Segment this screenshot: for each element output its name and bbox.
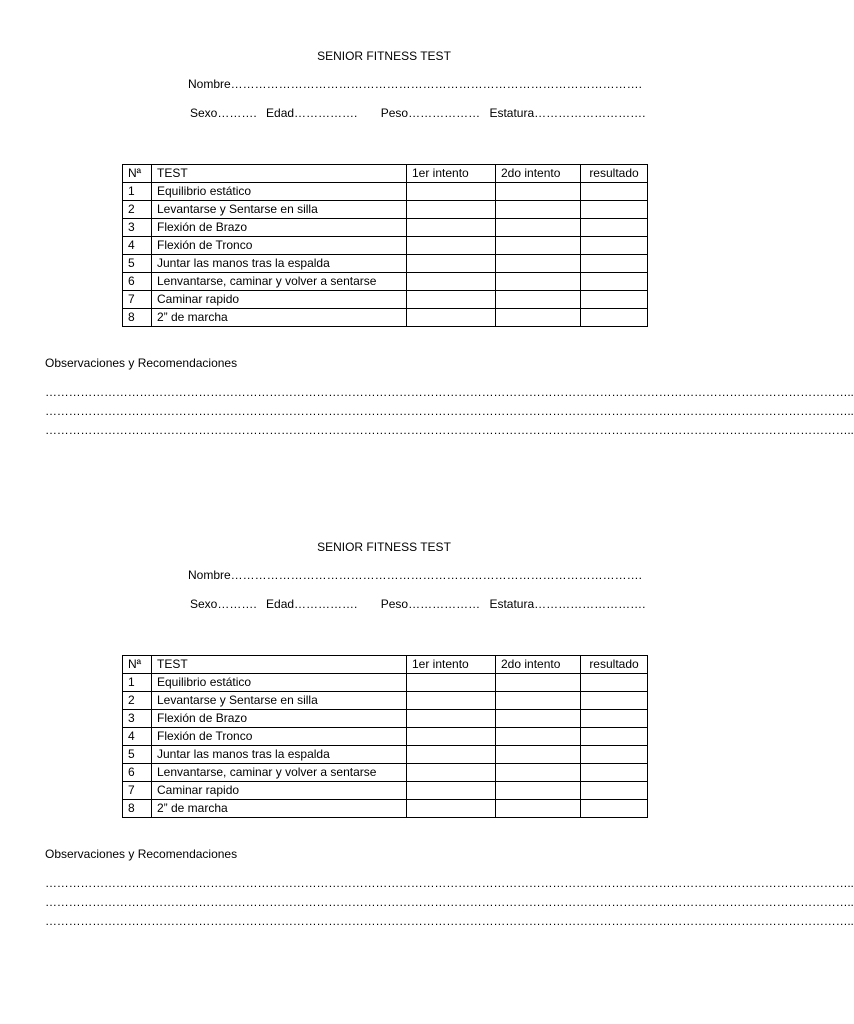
row-test: Lenvantarse, caminar y volver a sentarse [152,764,407,782]
table-header-row [123,165,648,183]
col-header-intento-2: 2do intento [496,656,581,674]
table-row [123,800,648,818]
fitness-form-1 [0,0,854,440]
col-header-intento-1: 1er intento [407,165,496,183]
table-row [123,237,648,255]
cell-intento-2[interactable] [496,692,581,710]
cell-intento-2[interactable] [496,782,581,800]
cell-resultado[interactable] [581,219,648,237]
cell-intento-2[interactable] [496,746,581,764]
cell-intento-1[interactable] [407,201,496,219]
tests-table [122,164,648,327]
datos-row [190,106,651,120]
row-num: 2 [123,692,152,710]
cell-resultado[interactable] [581,710,648,728]
observaciones-title: Observaciones y Recomendaciones [45,356,238,370]
cell-intento-2[interactable] [496,201,581,219]
row-num: 6 [123,764,152,782]
row-test: Juntar las manos tras la espalda [152,746,407,764]
row-test: Flexión de Brazo [152,219,407,237]
nombre-field: Nombre…………………………………………………………………………………………. [188,77,643,91]
cell-intento-1[interactable] [407,728,496,746]
cell-resultado[interactable] [581,255,648,273]
cell-intento-2[interactable] [496,237,581,255]
row-test: Caminar rapido [152,291,407,309]
col-header-num: Nª [123,165,152,183]
nombre-field: Nombre…………………………………………………………………………………………. [188,568,643,582]
cell-resultado[interactable] [581,237,648,255]
cell-intento-2[interactable] [496,728,581,746]
estatura-field: Estatura………………………. [489,597,646,611]
peso-field: Peso……………… [380,597,481,611]
row-num: 8 [123,800,152,818]
row-test: Flexión de Brazo [152,710,407,728]
observaciones-line: …………………………………………………………………………………………………………………………………………………………………………………….. [45,914,854,928]
cell-resultado[interactable] [581,764,648,782]
table-row [123,201,648,219]
table-row [123,782,648,800]
col-header-resultado: resultado [581,656,648,674]
datos-row [190,597,651,611]
table-header-row [123,656,648,674]
observaciones-line: …………………………………………………………………………………………………………………………………………………………………………………….. [45,895,854,909]
table-row [123,764,648,782]
form-title: SENIOR FITNESS TEST [317,540,451,554]
row-num: 5 [123,746,152,764]
cell-intento-1[interactable] [407,237,496,255]
cell-intento-2[interactable] [496,273,581,291]
cell-intento-1[interactable] [407,746,496,764]
observaciones-line: …………………………………………………………………………………………………………………………………………………………………………………….. [45,385,854,399]
row-num: 4 [123,237,152,255]
cell-intento-1[interactable] [407,692,496,710]
cell-intento-2[interactable] [496,674,581,692]
row-num: 3 [123,219,152,237]
cell-resultado[interactable] [581,273,648,291]
cell-resultado[interactable] [581,728,648,746]
cell-resultado[interactable] [581,309,648,327]
row-test: 2” de marcha [152,800,407,818]
col-header-num: Nª [123,656,152,674]
cell-intento-1[interactable] [407,309,496,327]
table-row [123,255,648,273]
cell-intento-2[interactable] [496,710,581,728]
cell-intento-1[interactable] [407,255,496,273]
observaciones-line: …………………………………………………………………………………………………………………………………………………………………………………….. [45,404,854,418]
row-test: Levantarse y Sentarse en silla [152,201,407,219]
row-test: Caminar rapido [152,782,407,800]
row-test: Lenvantarse, caminar y volver a sentarse [152,273,407,291]
cell-intento-1[interactable] [407,273,496,291]
table-row [123,219,648,237]
row-test: Levantarse y Sentarse en silla [152,692,407,710]
table-row [123,692,648,710]
cell-intento-2[interactable] [496,291,581,309]
cell-intento-2[interactable] [496,800,581,818]
table-row [123,309,648,327]
row-test: Equilibrio estático [152,674,407,692]
col-header-test: TEST [152,656,407,674]
table-row [123,674,648,692]
row-num: 1 [123,183,152,201]
cell-intento-1[interactable] [407,219,496,237]
cell-intento-2[interactable] [496,309,581,327]
cell-intento-2[interactable] [496,219,581,237]
row-num: 5 [123,255,152,273]
table-row [123,183,648,201]
row-test: Flexión de Tronco [152,728,407,746]
row-num: 3 [123,710,152,728]
sexo-field: Sexo………. [190,106,257,120]
observaciones-line: …………………………………………………………………………………………………………………………………………………………………………………….. [45,876,854,890]
cell-resultado[interactable] [581,291,648,309]
table-row [123,728,648,746]
cell-intento-2[interactable] [496,764,581,782]
peso-field: Peso……………… [380,106,481,120]
cell-resultado[interactable] [581,183,648,201]
cell-intento-1[interactable] [407,291,496,309]
row-test: 2” de marcha [152,309,407,327]
observaciones-title: Observaciones y Recomendaciones [45,847,238,861]
form-title: SENIOR FITNESS TEST [317,49,451,63]
table-row [123,746,648,764]
table-row [123,273,648,291]
cell-resultado[interactable] [581,800,648,818]
cell-resultado[interactable] [581,782,648,800]
col-header-resultado: resultado [581,165,648,183]
col-header-intento-2: 2do intento [496,165,581,183]
table-row [123,291,648,309]
cell-intento-1[interactable] [407,183,496,201]
row-num: 8 [123,309,152,327]
row-test: Flexión de Tronco [152,237,407,255]
cell-intento-1[interactable] [407,782,496,800]
fitness-form-2 [0,491,854,931]
col-header-test: TEST [152,165,407,183]
cell-intento-2[interactable] [496,255,581,273]
cell-resultado[interactable] [581,746,648,764]
cell-resultado[interactable] [581,674,648,692]
row-num: 7 [123,782,152,800]
cell-resultado[interactable] [581,692,648,710]
estatura-field: Estatura………………………. [489,106,646,120]
cell-intento-1[interactable] [407,710,496,728]
cell-intento-2[interactable] [496,183,581,201]
row-num: 1 [123,674,152,692]
table-row [123,710,648,728]
col-header-intento-1: 1er intento [407,656,496,674]
row-num: 4 [123,728,152,746]
observaciones-line: …………………………………………………………………………………………………………………………………………………………………………………….. [45,423,854,437]
row-num: 2 [123,201,152,219]
edad-field: Edad……………. [266,597,358,611]
row-num: 6 [123,273,152,291]
row-test: Juntar las manos tras la espalda [152,255,407,273]
edad-field: Edad……………. [266,106,358,120]
cell-resultado[interactable] [581,201,648,219]
cell-intento-1[interactable] [407,674,496,692]
cell-intento-1[interactable] [407,800,496,818]
row-test: Equilibrio estático [152,183,407,201]
tests-table [122,655,648,818]
sexo-field: Sexo………. [190,597,257,611]
row-num: 7 [123,291,152,309]
cell-intento-1[interactable] [407,764,496,782]
